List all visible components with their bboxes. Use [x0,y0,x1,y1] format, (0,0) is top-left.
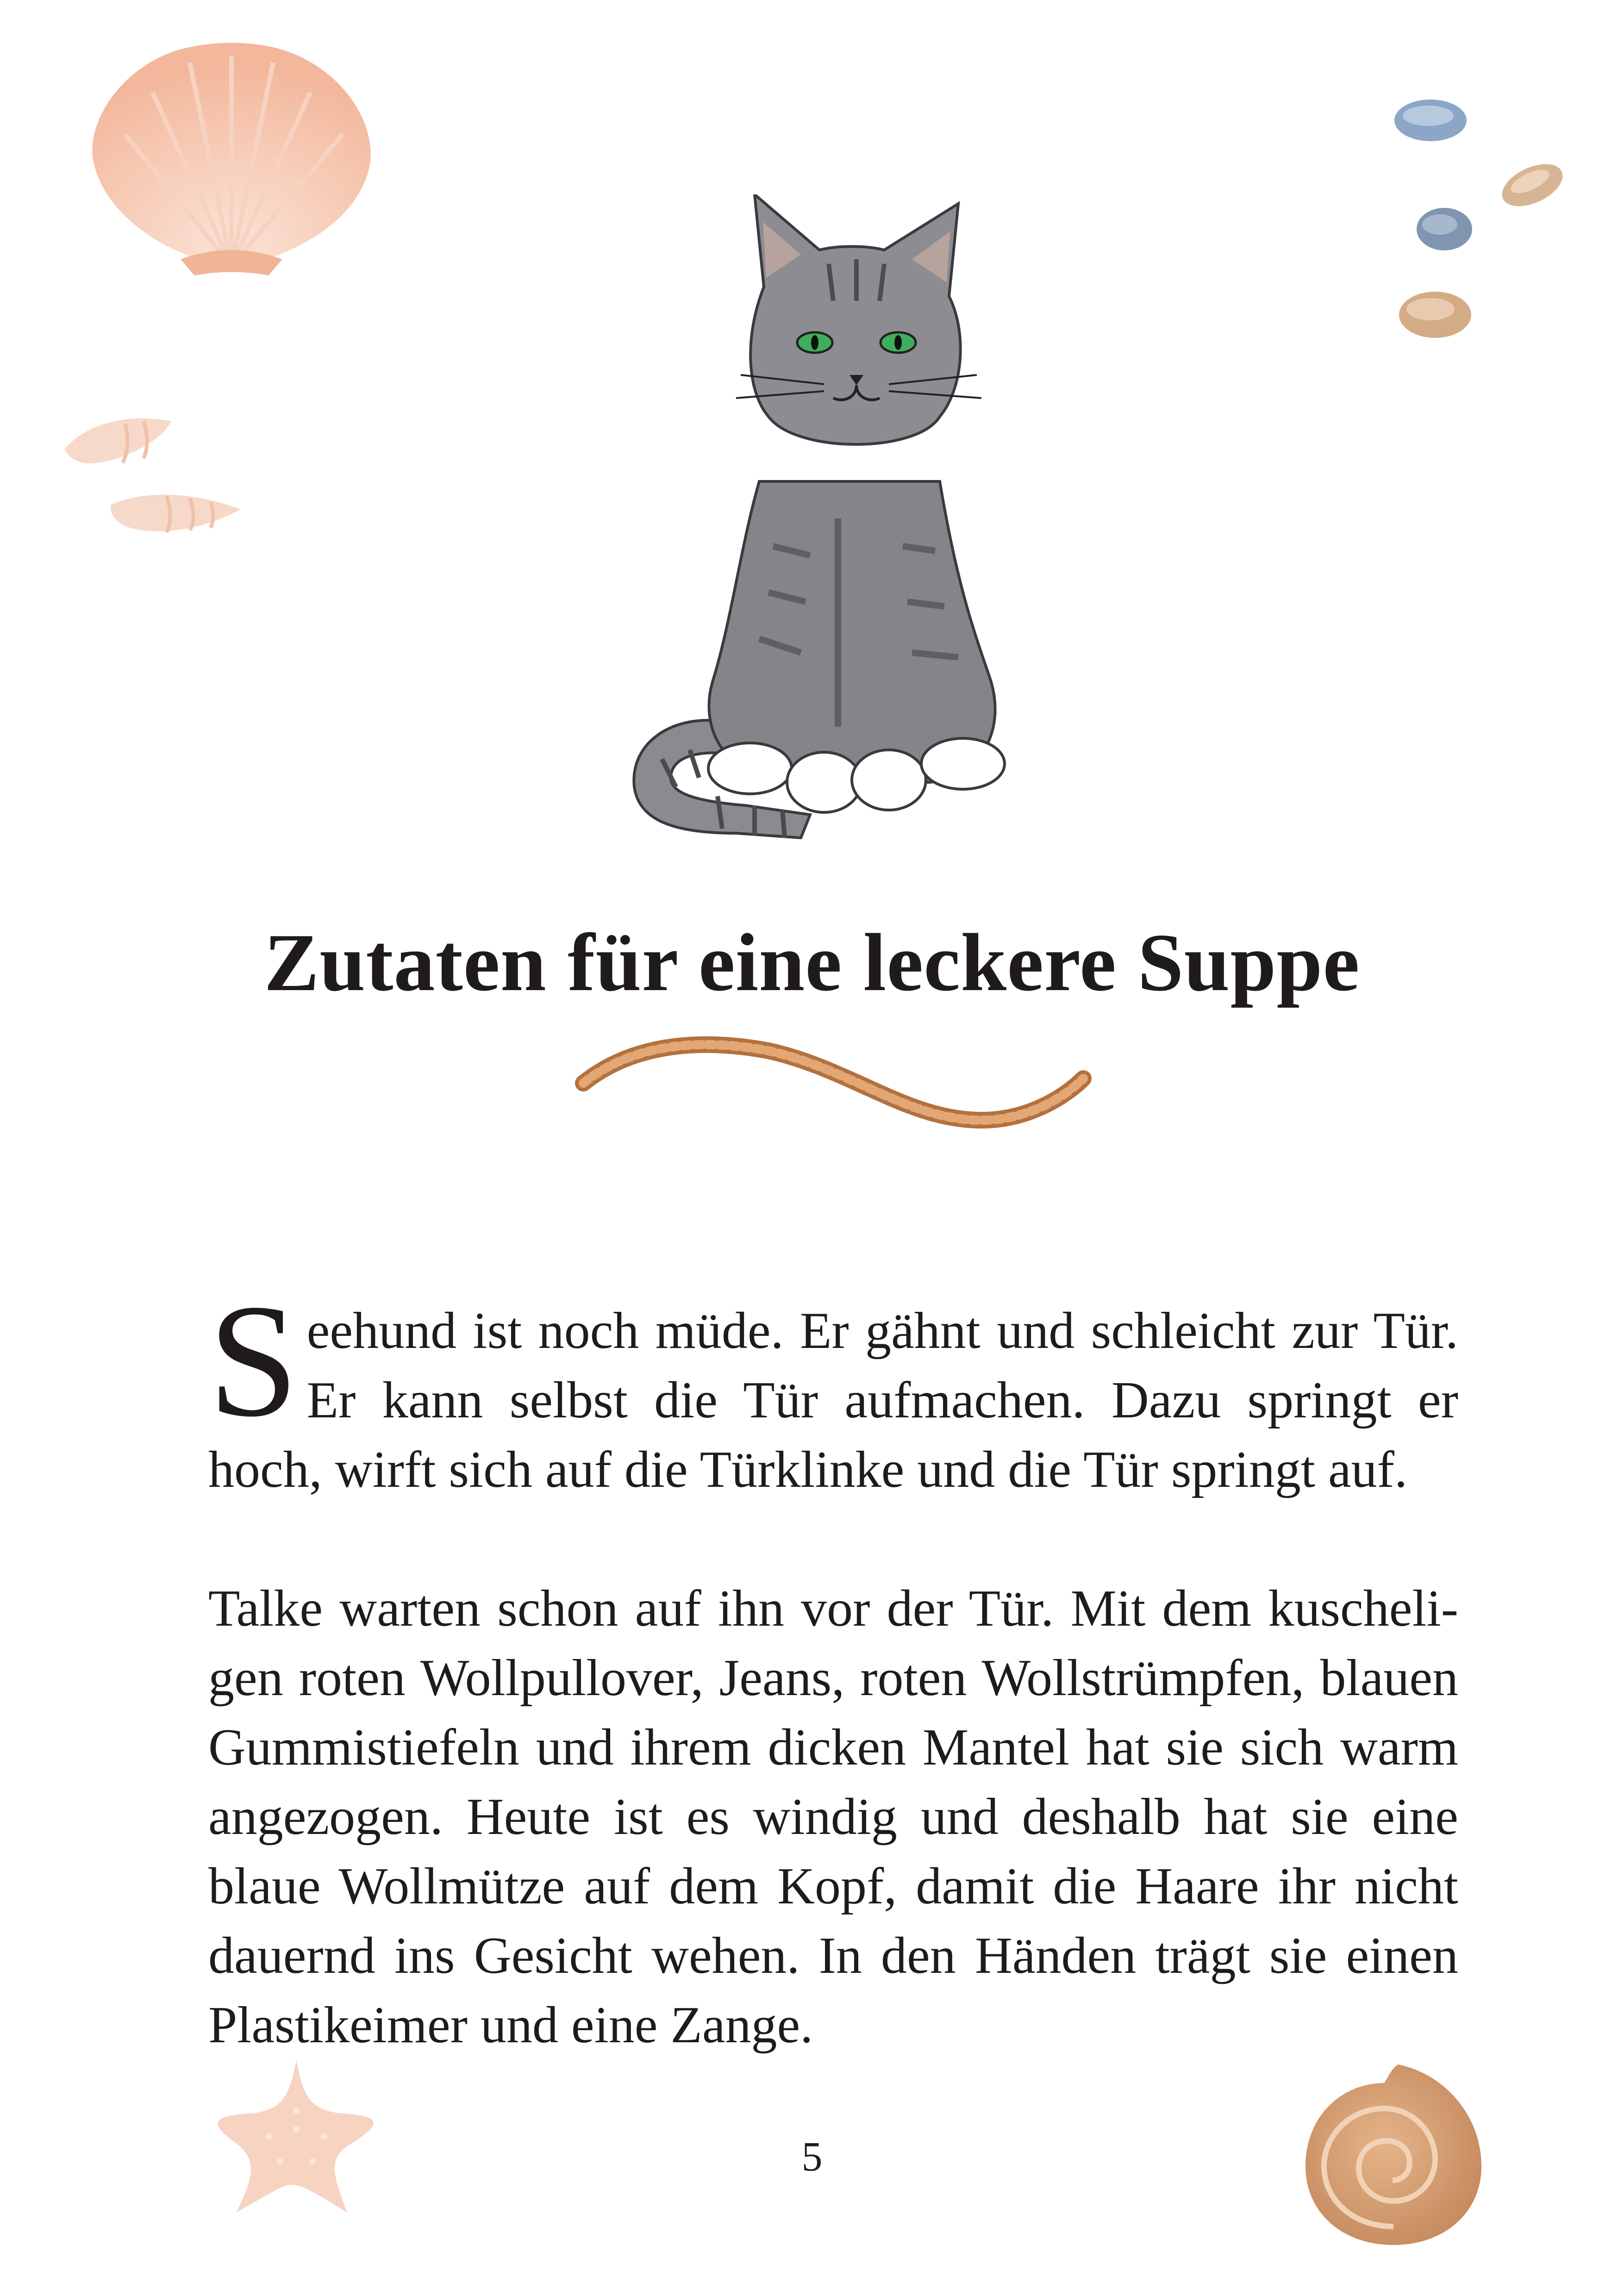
drop-cap: S [208,1271,299,1450]
rope-divider-icon [574,1028,1093,1139]
paragraph-2-text: Talke warten schon auf ihn vor der Tür. Mit dem kuscheligen roten Wollpullover, Jeans, roten Wollstrümpfen, blauen Gummistiefeln und ihrem dicken Mantel hat sie sich warm angezogen. Heute ist es windig und deshalb hat sie eine blaue Wollmütze auf dem Kopf, damit die Haare ihr nicht dauernd ins Gesicht wehen. In den Händen trägt sie einen Plastikeimer und eine Zange. [208,1580,1458,2054]
paragraph-2 [208,1574,1458,2060]
cat-illustration [606,194,1051,861]
paragraph-1-text: eehund ist noch müde. Er gähnt und schleicht zur Tür. Er kann selbst die Tür aufmachen. Dazu springt er hoch, wirft sich auf die Türklinke und die Tür springt auf. [208,1302,1458,1498]
paragraph-1 [208,1271,1458,1504]
spiral-shells-icon [56,389,250,565]
page-number: 5 [801,2134,823,2180]
page-title: Zutaten für eine leckere Suppe [264,917,1360,1008]
pebbles-icon [1384,93,1569,352]
scallop-shell-icon [83,37,380,278]
